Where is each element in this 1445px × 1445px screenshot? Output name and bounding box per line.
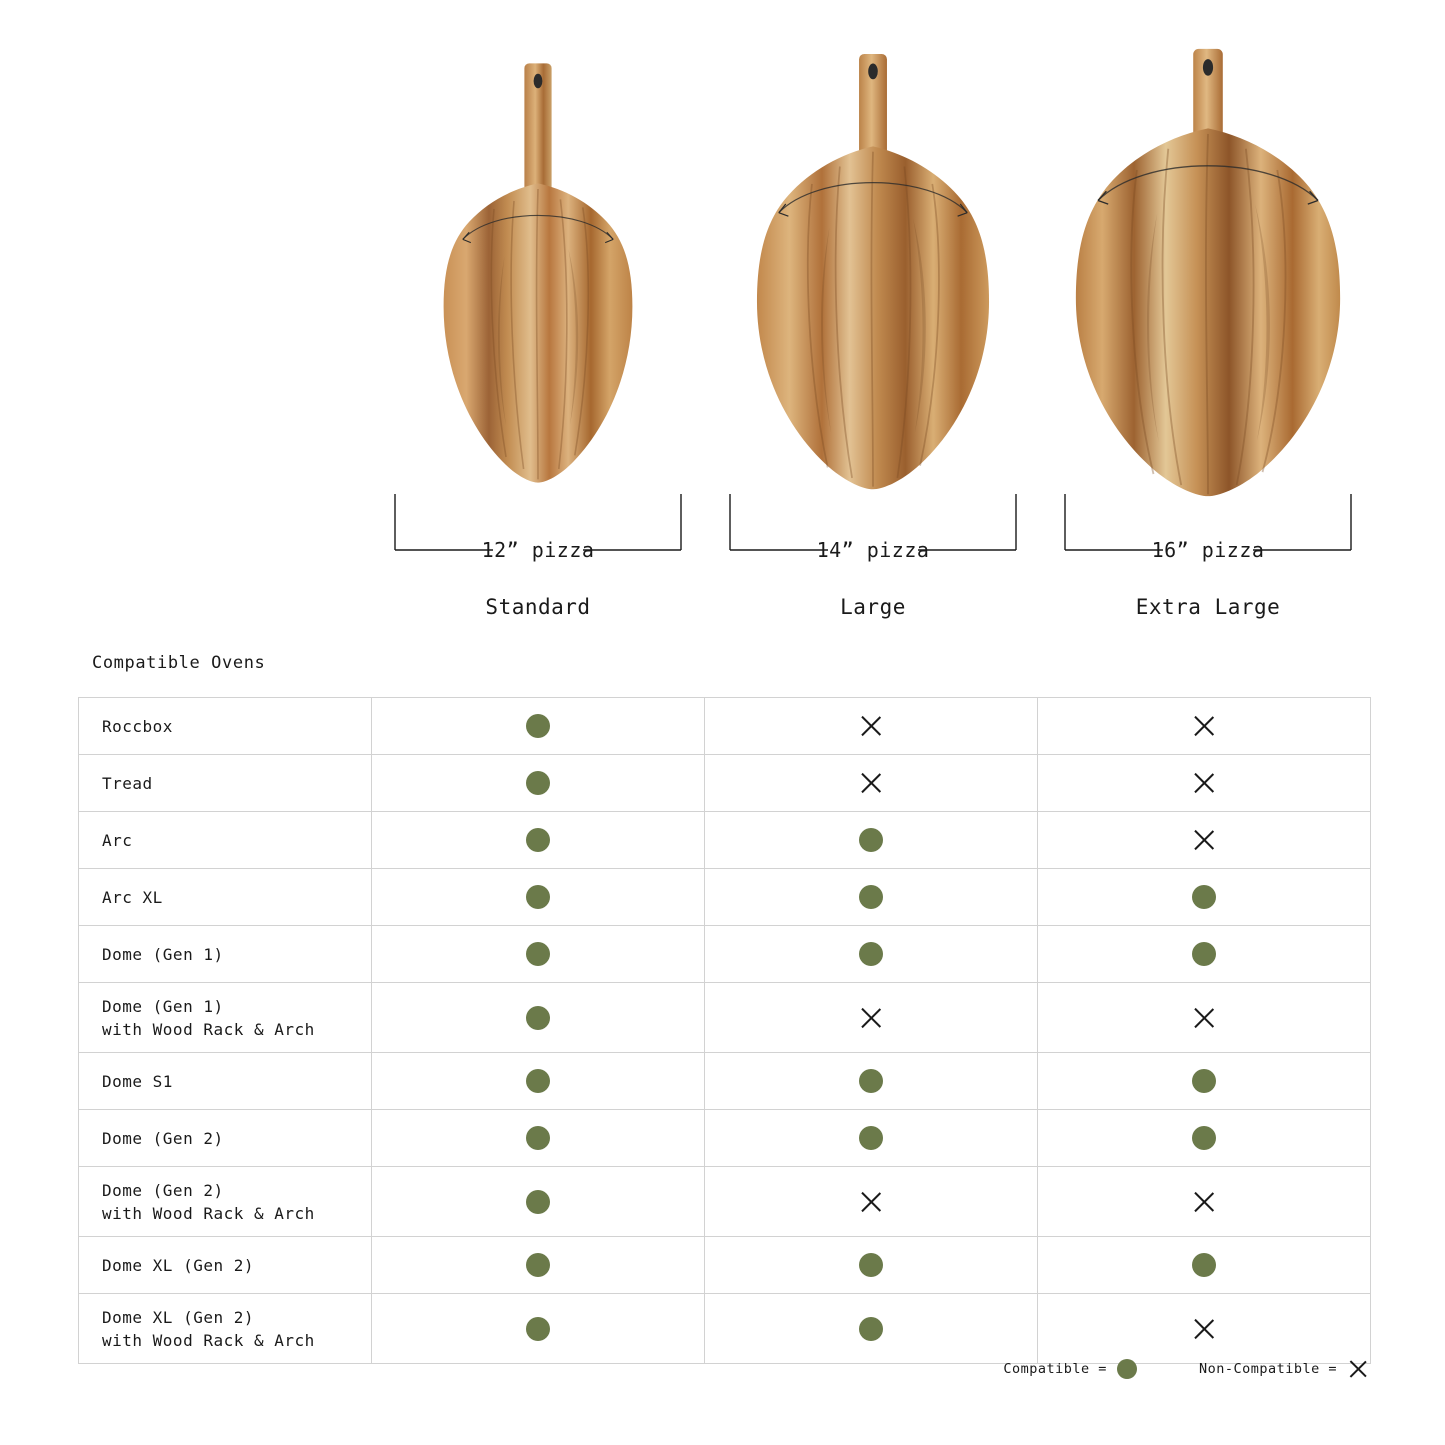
compatibility-cell <box>705 1167 1038 1237</box>
compatibility-cell <box>705 1237 1038 1294</box>
compatibility-cell <box>1038 1110 1371 1167</box>
compatibility-cell <box>1038 983 1371 1053</box>
product-size-name: Large <box>840 595 906 619</box>
compatibility-cell <box>372 1110 705 1167</box>
compatible-dot-icon <box>526 1190 550 1214</box>
compatibility-cell <box>372 698 705 755</box>
oven-name-cell <box>79 869 372 926</box>
oven-name-line1: Tread <box>102 773 153 793</box>
oven-name-line1: Arc XL <box>102 887 163 907</box>
oven-name-line1: Dome (Gen 1) <box>102 996 224 1016</box>
non-compatible-x-icon <box>858 770 884 796</box>
compatible-dot-icon <box>859 1126 883 1150</box>
compatibility-cell <box>1038 698 1371 755</box>
compatibility-cell <box>1038 1053 1371 1110</box>
non-compatible-x-icon <box>1191 770 1217 796</box>
compatibility-cell <box>372 869 705 926</box>
compatibility-cell <box>1038 812 1371 869</box>
compatible-dot-icon <box>526 885 550 909</box>
compatible-dot-icon <box>1192 942 1216 966</box>
oven-name-line1: Dome (Gen 1) <box>102 944 224 964</box>
product-column-standard <box>368 0 708 640</box>
non-compatible-x-icon <box>858 1005 884 1031</box>
product-size-name: Standard <box>485 595 591 619</box>
pizza-peel-icon <box>418 48 658 498</box>
compatible-dot-icon <box>1192 1126 1216 1150</box>
oven-name-line1: Arc <box>102 830 133 850</box>
compatible-dot-icon <box>859 1069 883 1093</box>
compatibility-cell <box>372 1294 705 1364</box>
oven-name-cell <box>79 698 372 755</box>
compatibility-cell <box>372 926 705 983</box>
table-row <box>79 983 1371 1053</box>
non-compatible-x-icon <box>1191 713 1217 739</box>
pizza-size-label: 14” pizza <box>816 538 930 562</box>
pizza-peel-icon <box>1064 36 1352 498</box>
oven-name-line1: Dome XL (Gen 2) <box>102 1255 254 1275</box>
compatibility-cell <box>705 698 1038 755</box>
compatible-dot-icon <box>1192 885 1216 909</box>
table-row <box>79 755 1371 812</box>
oven-name-line1: Roccbox <box>102 716 173 736</box>
compatibility-cell <box>372 755 705 812</box>
compatibility-cell <box>705 812 1038 869</box>
legend-compatible-label: Compatible = <box>1003 1361 1107 1377</box>
compatibility-cell <box>372 983 705 1053</box>
oven-name-cell <box>79 983 372 1053</box>
compatible-dot-icon <box>526 1126 550 1150</box>
compatibility-cell <box>705 926 1038 983</box>
compatible-dot-icon <box>526 1069 550 1093</box>
oven-name-cell <box>79 755 372 812</box>
compatible-dot-icon <box>526 1006 550 1030</box>
table-row <box>79 1237 1371 1294</box>
compatibility-cell <box>372 812 705 869</box>
product-size-name: Extra Large <box>1135 595 1281 619</box>
pizza-size-label: 16” pizza <box>1151 538 1265 562</box>
non-compatible-x-icon <box>1191 1316 1217 1342</box>
non-compatible-x-icon <box>858 713 884 739</box>
table-row <box>79 1053 1371 1110</box>
compatibility-cell <box>705 869 1038 926</box>
compatible-dot-icon <box>859 1317 883 1341</box>
compatibility-cell <box>705 1053 1038 1110</box>
compatibility-cell <box>1038 1167 1371 1237</box>
compatible-dot-icon <box>1192 1069 1216 1093</box>
oven-name-cell <box>79 1167 372 1237</box>
oven-name-line1: Dome (Gen 2) <box>102 1128 224 1148</box>
compatibility-cell <box>1038 1294 1371 1364</box>
product-column-large <box>703 0 1043 640</box>
compatible-ovens-table <box>78 697 1371 1364</box>
compatibility-cell <box>1038 926 1371 983</box>
compatible-dot-icon <box>1117 1359 1137 1379</box>
compatible-dot-icon <box>526 714 550 738</box>
non-compatible-x-icon <box>1191 1005 1217 1031</box>
compatible-dot-icon <box>526 942 550 966</box>
table-row <box>79 1294 1371 1364</box>
non-compatible-x-icon <box>858 1189 884 1215</box>
compatibility-cell <box>705 755 1038 812</box>
oven-name-cell <box>79 812 372 869</box>
compatible-dot-icon <box>1192 1253 1216 1277</box>
pizza-peel-icon <box>742 40 1004 498</box>
oven-name-cell <box>79 1110 372 1167</box>
compatible-dot-icon <box>526 1253 550 1277</box>
compatible-dot-icon <box>859 1253 883 1277</box>
oven-name-cell <box>79 1237 372 1294</box>
non-compatible-x-icon <box>1347 1358 1369 1380</box>
oven-name-line2: with Wood Rack & Arch <box>102 1330 315 1350</box>
compatibility-cell <box>372 1237 705 1294</box>
oven-name-line1: Dome (Gen 2) <box>102 1180 224 1200</box>
table-row <box>79 698 1371 755</box>
product-column-extra-large <box>1038 0 1378 640</box>
legend-non-compatible-label: Non-Compatible = <box>1198 1361 1337 1377</box>
legend <box>1003 1358 1369 1380</box>
oven-name-cell <box>79 1294 372 1364</box>
compatible-dot-icon <box>526 828 550 852</box>
compatibility-cell <box>1038 755 1371 812</box>
product-comparison-row <box>0 0 1445 640</box>
compatibility-cell <box>705 1294 1038 1364</box>
non-compatible-x-icon <box>1191 1189 1217 1215</box>
pizza-size-label: 12” pizza <box>481 538 595 562</box>
compatible-dot-icon <box>526 771 550 795</box>
table-row <box>79 869 1371 926</box>
table-row <box>79 1167 1371 1237</box>
compatible-dot-icon <box>526 1317 550 1341</box>
compatibility-cell <box>705 983 1038 1053</box>
oven-name-line1: Dome XL (Gen 2) <box>102 1307 254 1327</box>
compatibility-cell <box>372 1167 705 1237</box>
oven-name-line2: with Wood Rack & Arch <box>102 1019 315 1039</box>
compatible-dot-icon <box>859 942 883 966</box>
oven-name-line1: Dome S1 <box>102 1071 173 1091</box>
compatibility-cell <box>1038 1237 1371 1294</box>
compatibility-cell <box>372 1053 705 1110</box>
table-row <box>79 1110 1371 1167</box>
table-row <box>79 812 1371 869</box>
legend-compatible <box>1003 1359 1137 1379</box>
compatibility-cell <box>705 1110 1038 1167</box>
legend-non-compatible <box>1199 1358 1369 1380</box>
compatible-dot-icon <box>859 828 883 852</box>
table-row <box>79 926 1371 983</box>
table-title: Compatible Ovens <box>92 653 266 673</box>
compatible-dot-icon <box>859 885 883 909</box>
oven-name-cell <box>79 926 372 983</box>
non-compatible-x-icon <box>1191 827 1217 853</box>
oven-name-cell <box>79 1053 372 1110</box>
compatibility-cell <box>1038 869 1371 926</box>
oven-name-line2: with Wood Rack & Arch <box>102 1203 315 1223</box>
